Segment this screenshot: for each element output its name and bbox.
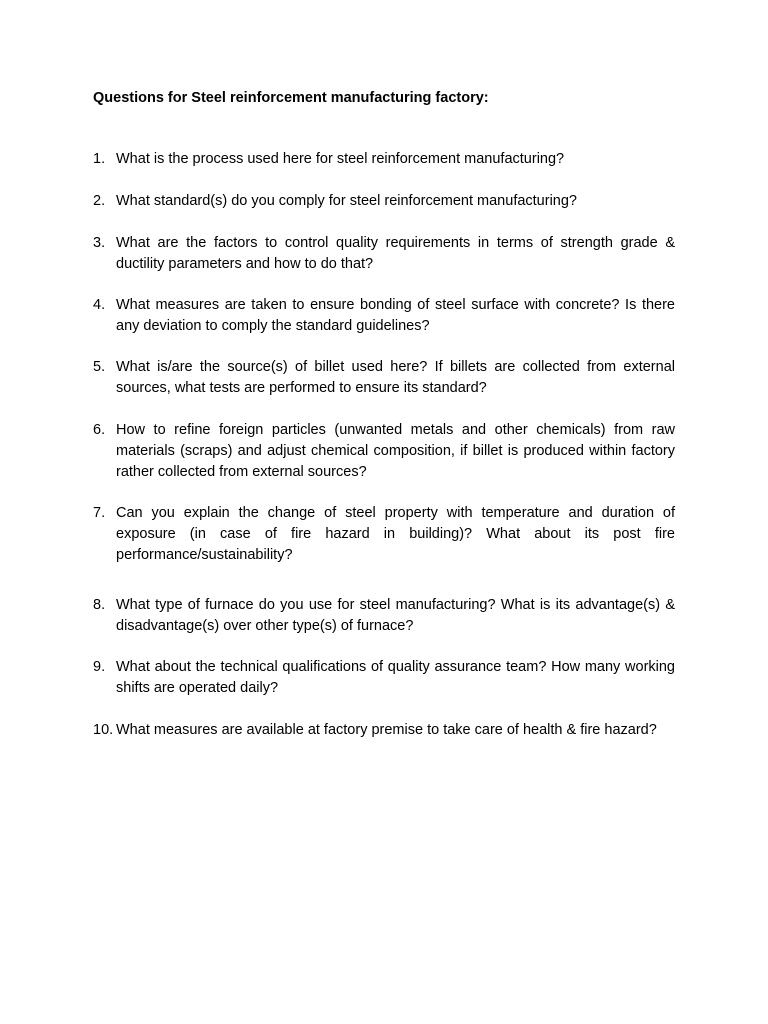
question-text: How to refine foreign particles (unwanted metals and other chemicals) from raw materials (scraps) and adjust chemical composition, if billet is produced within factory rather collected from external sources?: [116, 422, 675, 480]
question-number: 10.: [93, 722, 114, 738]
question-item-6: [93, 420, 675, 483]
question-number: 9.: [93, 659, 106, 675]
question-item-4: [93, 295, 675, 337]
question-item-7: [93, 503, 675, 566]
question-text: What is/are the source(s) of billet used here? If billets are collected from external sources, what tests are performed to ensure its standard?: [116, 359, 675, 396]
question-text: What type of furnace do you use for steel manufacturing? What is its advantage(s) & disadvantage(s) over other type(s) of furnace?: [116, 597, 675, 634]
question-text: Can you explain the change of steel property with temperature and duration of exposure (in case of fire hazard in building)? What about its post fire performance/sustainability?: [116, 505, 675, 563]
question-item-1: [93, 149, 675, 170]
question-item-2: [93, 191, 675, 212]
question-text: What measures are available at factory premise to take care of health & fire hazard?: [116, 722, 657, 738]
question-text: What standard(s) do you comply for steel reinforcement manufacturing?: [116, 193, 577, 209]
question-item-3: [93, 233, 675, 275]
question-text: What about the technical qualifications of quality assurance team? How many working shifts are operated daily?: [116, 659, 675, 696]
question-number: 3.: [93, 235, 106, 251]
question-number: 7.: [93, 505, 106, 521]
question-number: 1.: [93, 151, 106, 167]
question-number: 8.: [93, 597, 106, 613]
question-text: What measures are taken to ensure bonding of steel surface with concrete? Is there any deviation to comply the standard guidelines?: [116, 297, 675, 334]
question-number: 4.: [93, 297, 106, 313]
question-item-9: [93, 657, 675, 699]
question-number: 6.: [93, 422, 106, 438]
question-text: What are the factors to control quality requirements in terms of strength grade & ductility parameters and how to do that?: [116, 235, 675, 272]
document-title: Questions for Steel reinforcement manufacturing factory:: [93, 90, 489, 106]
question-item-10: [93, 720, 675, 741]
question-number: 5.: [93, 359, 106, 375]
question-number: 2.: [93, 193, 106, 209]
question-item-8: [93, 595, 675, 637]
question-text: What is the process used here for steel reinforcement manufacturing?: [116, 151, 565, 167]
question-item-5: [93, 357, 675, 399]
